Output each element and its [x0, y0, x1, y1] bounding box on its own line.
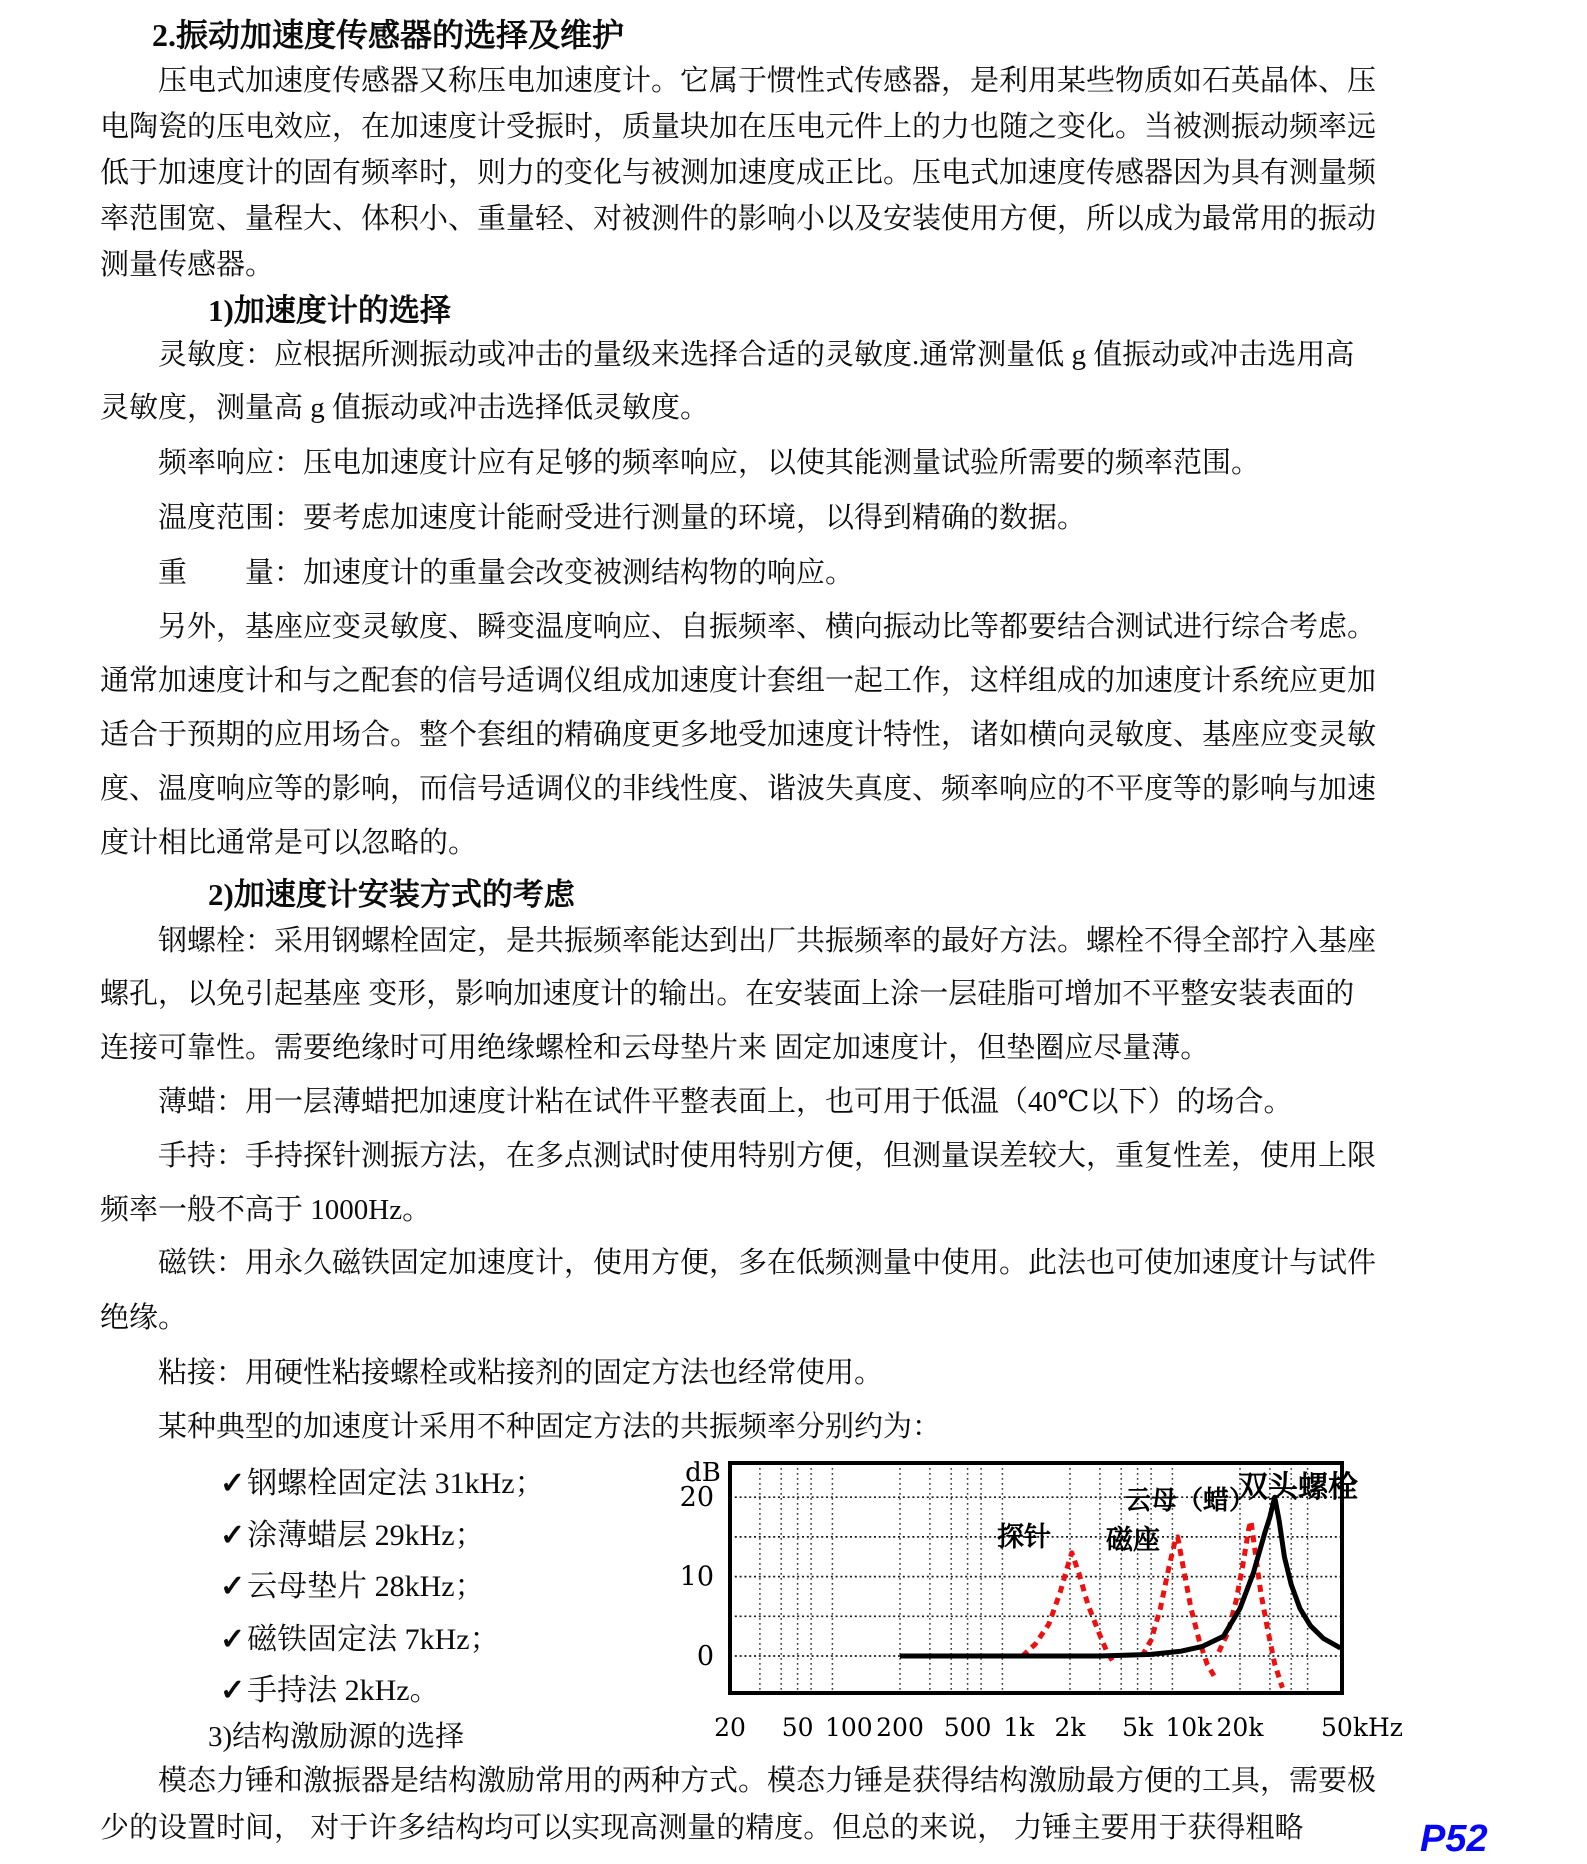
section-heading-2: 2)加速度计安装方式的考虑: [208, 877, 575, 912]
svg-text:双头螺栓: 双头螺栓: [1238, 1470, 1358, 1505]
text-line: 度计相比通常是可以忽略的。: [100, 827, 478, 859]
section-heading-3: 3)结构激励源的选择: [208, 1721, 465, 1753]
text-line: 螺孔，以免引起基座 变形，影响加速度计的输出。在安装面上涂一层硅脂可增加不平整安装表面的: [100, 978, 1355, 1010]
text-line: 粘接：用硬性粘接螺栓或粘接剂的固定方法也经常使用。: [158, 1357, 884, 1389]
section-heading-1: 1)加速度计的选择: [208, 293, 451, 328]
text-line: 频率一般不高于 1000Hz。: [100, 1194, 432, 1226]
text-line: 另外，基座应变灵敏度、瞬变温度响应、自振频率、横向振动比等都要结合测试进行综合考虑。: [158, 611, 1377, 643]
page-number: P52: [1420, 1818, 1488, 1860]
text-line: 连接可靠性。需要绝缘时可用绝缘螺栓和云母垫片来 固定加速度计，但垫圈应尽量薄。: [100, 1032, 1210, 1064]
text-line: 模态力锤和激振器是结构激励常用的两种方式。模态力锤是获得结构激励最方便的工具，需要极: [158, 1765, 1377, 1797]
svg-text:200: 200: [876, 1713, 924, 1742]
doc-title: 2.振动加速度传感器的选择及维护: [152, 17, 625, 53]
text-line: 钢螺栓：采用钢螺栓固定，是共振频率能达到出厂共振频率的最好方法。螺栓不得全部拧入基座: [158, 925, 1377, 957]
text-line: 温度范围：要考虑加速度计能耐受进行测量的环境，以得到精确的数据。: [158, 502, 1087, 534]
svg-text:探针: 探针: [997, 1522, 1051, 1553]
text-line: 频率响应：压电加速度计应有足够的频率响应，以使其能测量试验所需要的频率范围。: [158, 447, 1261, 479]
svg-text:500: 500: [943, 1713, 992, 1742]
check-icon: ✓: [220, 1519, 246, 1552]
list-item-label: 云母垫片 28kHz；: [247, 1570, 485, 1603]
list-item: [220, 1561, 485, 1605]
svg-text:100: 100: [824, 1713, 873, 1742]
svg-text:2k: 2k: [1054, 1713, 1086, 1742]
svg-text:50: 50: [781, 1713, 814, 1742]
text-line: 少的设置时间， 对于许多结构均可以实现高测量的精度。但总的来说， 力锤主要用于获得粗略: [100, 1812, 1304, 1844]
svg-text:50kHz: 50kHz: [1321, 1713, 1403, 1742]
svg-text:10: 10: [679, 1561, 714, 1593]
text-line: 灵敏度，测量高 g 值振动或冲击选择低灵敏度。: [100, 392, 710, 424]
text-line: 手持：手持探针测振方法，在多点测试时使用特别方便，但测量误差较大，重复性差，使用上限: [158, 1140, 1377, 1172]
text-line: 率范围宽、量程大、体积小、重量轻、对被测件的影响小以及安装使用方便，所以成为最常用的振动: [100, 203, 1377, 235]
list-item-label: 磁铁固定法 7kHz；: [247, 1623, 500, 1656]
text-line: 电陶瓷的压电效应，在加速度计受振时，质量块加在压电元件上的力也随之变化。当被测振动频率远: [100, 111, 1377, 143]
list-item: [220, 1458, 545, 1502]
svg-text:云母（蜡）: 云母（蜡）: [1124, 1486, 1256, 1516]
svg-text:0: 0: [696, 1641, 714, 1672]
text-line: 度、温度响应等的影响，而信号适调仪的非线性度、谐波失真度、频率响应的不平度等的影响与加速: [100, 773, 1377, 805]
list-item: [220, 1665, 440, 1709]
list-item-label: 手持法 2kHz。: [247, 1674, 440, 1707]
text-line: 压电式加速度传感器又称压电加速度计。它属于惯性式传感器，是利用某些物质如石英晶体、压: [158, 65, 1377, 97]
text-line: 重 量：加速度计的重量会改变被测结构物的响应。: [158, 557, 855, 589]
svg-text:10k: 10k: [1165, 1713, 1213, 1742]
svg-text:20: 20: [679, 1482, 714, 1514]
text-line: 适合于预期的应用场合。整个套组的精确度更多地受加速度计特性，诸如横向灵敏度、基座应变灵敏: [100, 719, 1377, 751]
check-icon: ✓: [220, 1674, 246, 1707]
text-line: 磁铁：用永久磁铁固定加速度计，使用方便，多在低频测量中使用。此法也可使加速度计与试件: [158, 1247, 1377, 1279]
check-icon: ✓: [220, 1467, 246, 1500]
text-line: 灵敏度：应根据所测振动或冲击的量级来选择合适的灵敏度.通常测量低 g 值振动或冲击选用高: [158, 339, 1355, 371]
text-line: 某种典型的加速度计采用不种固定方法的共振频率分别约为：: [158, 1411, 942, 1443]
chart-canvas: [655, 1448, 1415, 1748]
svg-text:dB: dB: [685, 1458, 721, 1488]
svg-text:20: 20: [714, 1713, 746, 1742]
svg-text:5k: 5k: [1122, 1713, 1154, 1742]
text-line: 通常加速度计和与之配套的信号适调仪组成加速度计套组一起工作，这样组成的加速度计系统应更加: [100, 665, 1377, 697]
text-line: 绝缘。: [100, 1302, 188, 1334]
check-icon: ✓: [220, 1570, 246, 1603]
resonance-frequency-chart: [655, 1448, 1415, 1748]
text-line: 测量传感器。: [100, 249, 275, 281]
svg-text:1k: 1k: [1003, 1713, 1035, 1742]
text-line: 薄蜡：用一层薄蜡把加速度计粘在试件平整表面上，也可用于低温（40℃以下）的场合。: [158, 1086, 1293, 1118]
list-item-label: 涂薄蜡层 29kHz；: [247, 1519, 485, 1552]
check-icon: ✓: [220, 1623, 246, 1656]
text-line: 低于加速度计的固有频率时，则力的变化与被测加速度成正比。压电式加速度传感器因为具有测量频: [100, 157, 1377, 189]
list-item: [220, 1510, 485, 1554]
list-item: [220, 1614, 500, 1658]
list-item-label: 钢螺栓固定法 31kHz；: [247, 1467, 545, 1500]
svg-text:磁座: 磁座: [1106, 1525, 1160, 1556]
svg-text:20k: 20k: [1216, 1713, 1264, 1742]
